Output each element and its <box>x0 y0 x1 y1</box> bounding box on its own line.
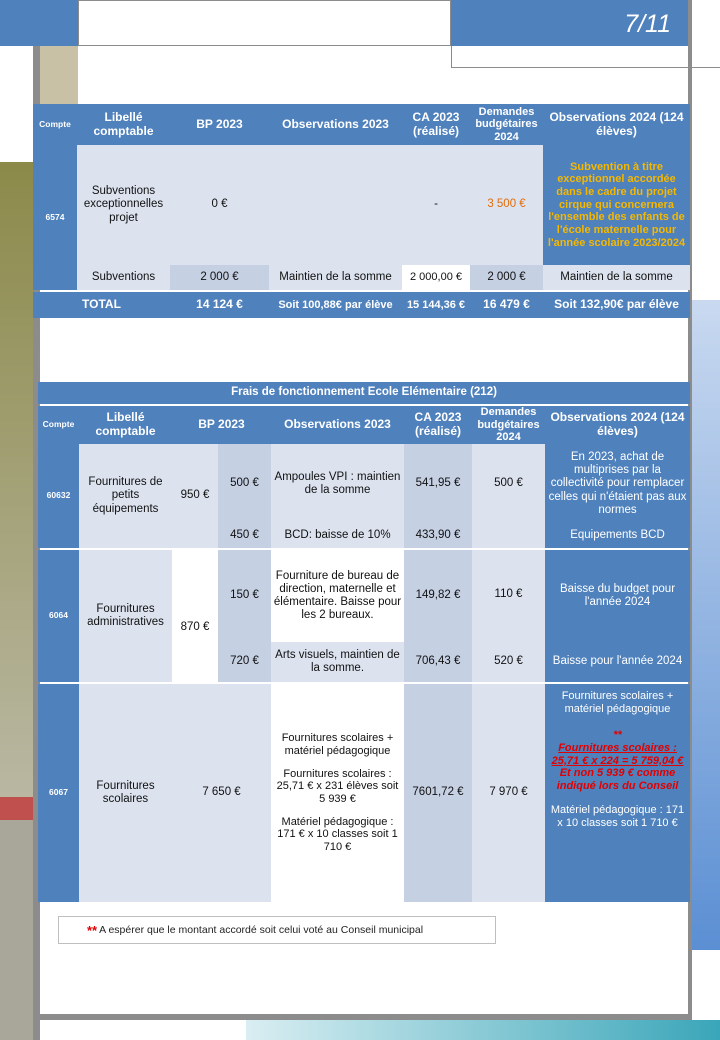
cell-libelle: Subventions <box>77 265 170 290</box>
cell-bp: 7 650 € <box>172 684 271 902</box>
obs2024-correction-note: Et non 5 939 € comme indiqué lors du Conseil <box>556 767 679 792</box>
cell-demandes: 520 € <box>472 642 545 682</box>
header-demandes: Demandes budgétaires 2024 <box>472 406 545 444</box>
cell-bp: 0 € <box>170 145 269 265</box>
cell-compte-6064: 6064 <box>38 550 79 682</box>
cell-obs2024: Baisse pour l'année 2024 <box>545 642 690 682</box>
obs2024-materiel: Matériel pédagogique : 171 x 10 classes soit 1 710 € <box>550 804 685 830</box>
header-obs2024: Observations 2024 (124 élèves) <box>545 406 690 444</box>
header-ca: CA 2023 (réalisé) <box>404 406 472 444</box>
total-obs2024: Soit 132,90€ par élève <box>543 292 690 318</box>
cell-demandes: 3 500 € <box>470 145 543 265</box>
cell-libelle: Fournitures de petits équipements <box>79 444 172 548</box>
cell-obs2024: Maintien de la somme <box>543 265 690 290</box>
cell-bp: 720 € <box>218 642 271 682</box>
obs2024-correction: Fournitures scolaires : 25,71 € x 224 = 5 759,04 € <box>551 741 684 767</box>
frame-olive-strip-lower <box>0 820 33 1040</box>
cell-ca: 7601,72 € <box>404 684 472 902</box>
cell-demandes <box>472 524 545 548</box>
cell-obs2023: Maintien de la somme <box>269 265 402 290</box>
header-libelle: Libellé comptable <box>79 406 172 444</box>
frame-right-gradient <box>690 300 720 950</box>
cell-bp: 150 € <box>218 550 271 642</box>
cell-obs2024: Equipements BCD <box>545 524 690 548</box>
frame-red-block <box>0 797 33 820</box>
header-libelle: Libellé comptable <box>77 104 170 145</box>
cell-obs2024: Baisse du budget pour l'année 2024 <box>545 550 690 642</box>
cell-demandes: 110 € <box>472 550 545 642</box>
cell-demandes: 2 000 € <box>470 265 543 290</box>
cell-compte-6067: 6067 <box>38 684 79 902</box>
obs2023-materiel: Matériel pédagogique : 171 € x 10 classes soit 1 710 € <box>277 815 398 853</box>
total-bp: 14 124 € <box>170 292 269 318</box>
header-underline <box>451 46 720 68</box>
total-label: TOTAL <box>33 292 170 318</box>
cell-ca: 706,43 € <box>404 642 472 682</box>
header-demandes: Demandes budgétaires 2024 <box>470 104 543 145</box>
cell-demandes: 500 € <box>472 444 545 524</box>
cell-ca: 149,82 € <box>404 550 472 642</box>
total-ca: 15 144,36 € <box>402 292 470 318</box>
cell-libelle: Fournitures scolaires <box>79 684 172 902</box>
header-obs2023: Observations 2023 <box>271 406 404 444</box>
header-obs2023: Observations 2023 <box>269 104 402 145</box>
header-obs2024: Observations 2024 (124 élèves) <box>543 104 690 145</box>
page-number: 7/11 <box>624 10 671 38</box>
cell-obs2023: Ampoules VPI : maintien de la somme <box>271 444 404 524</box>
header-box <box>78 0 451 46</box>
cell-obs2024: En 2023, achat de multiprises par la collectivité pour remplacer celles qui n'étaient pas aux normes <box>545 444 690 524</box>
frame-tan-block <box>40 46 78 104</box>
cell-libelle: Fournitures administratives <box>79 550 172 682</box>
footnote <box>58 916 496 944</box>
cell-demandes: 7 970 € <box>472 684 545 902</box>
cell-ca: 433,90 € <box>404 524 472 548</box>
cell-bp-total: 870 € <box>172 550 218 682</box>
cell-compte-6574: 6574 <box>33 145 77 290</box>
cell-bp: 450 € <box>218 524 271 548</box>
header-bp: BP 2023 <box>172 406 271 444</box>
obs2024-stars: ** <box>613 729 622 742</box>
cell-bp: 2 000 € <box>170 265 269 290</box>
header-ca: CA 2023 (réalisé) <box>402 104 470 145</box>
footnote-stars: ** <box>87 922 98 938</box>
cell-ca: - <box>402 145 470 265</box>
cell-obs2023: Arts visuels, maintien de la somme. <box>271 642 404 682</box>
cell-ca: 2 000,00 € <box>402 265 470 290</box>
obs2023-fournitures: Fournitures scolaires : 25,71 € x 231 élèves soit 5 939 € <box>276 767 399 805</box>
cell-obs2023 <box>269 145 402 265</box>
footnote-text: A espérer que le montant accordé soit celui voté au Conseil municipal <box>99 924 424 936</box>
cell-libelle: Subventions exceptionnelles projet <box>77 145 170 265</box>
cell-obs2023: Fourniture de bureau de direction, maternelle et élémentaire. Baisse pour les 2 bureaux. <box>271 550 404 642</box>
total-obs2023: Soit 100,88€ par élève <box>269 292 402 318</box>
frame-olive-strip <box>0 162 33 797</box>
cell-bp: 500 € <box>218 444 271 524</box>
cell-bp-total: 950 € <box>172 444 218 548</box>
header-compte: Compte <box>33 104 77 145</box>
frame-bottom-gradient <box>246 1020 720 1040</box>
cell-compte-60632: 60632 <box>38 444 79 548</box>
cell-obs2023: BCD: baisse de 10% <box>271 524 404 548</box>
total-demandes: 16 479 € <box>470 292 543 318</box>
frame-corner-blue <box>0 0 78 46</box>
header-compte: Compte <box>38 406 79 444</box>
header-bp: BP 2023 <box>170 104 269 145</box>
cell-obs2024 <box>545 684 690 902</box>
obs2024-summary: Fournitures scolaires + matériel pédagogique <box>561 690 674 715</box>
cell-ca: 541,95 € <box>404 444 472 524</box>
obs2023-summary: Fournitures scolaires + matériel pédagogique <box>281 732 394 758</box>
cell-obs2024: Subvention à titre exceptionnel accordée dans le cadre du projet cirque qui concernera l'ensemble des enfants de l'école maternelle pour l'année scolaire 2023/2024 <box>543 145 690 265</box>
cell-obs2023 <box>271 684 404 902</box>
table-title: Frais de fonctionnement Ecole Elémentaire (212) <box>38 382 690 404</box>
